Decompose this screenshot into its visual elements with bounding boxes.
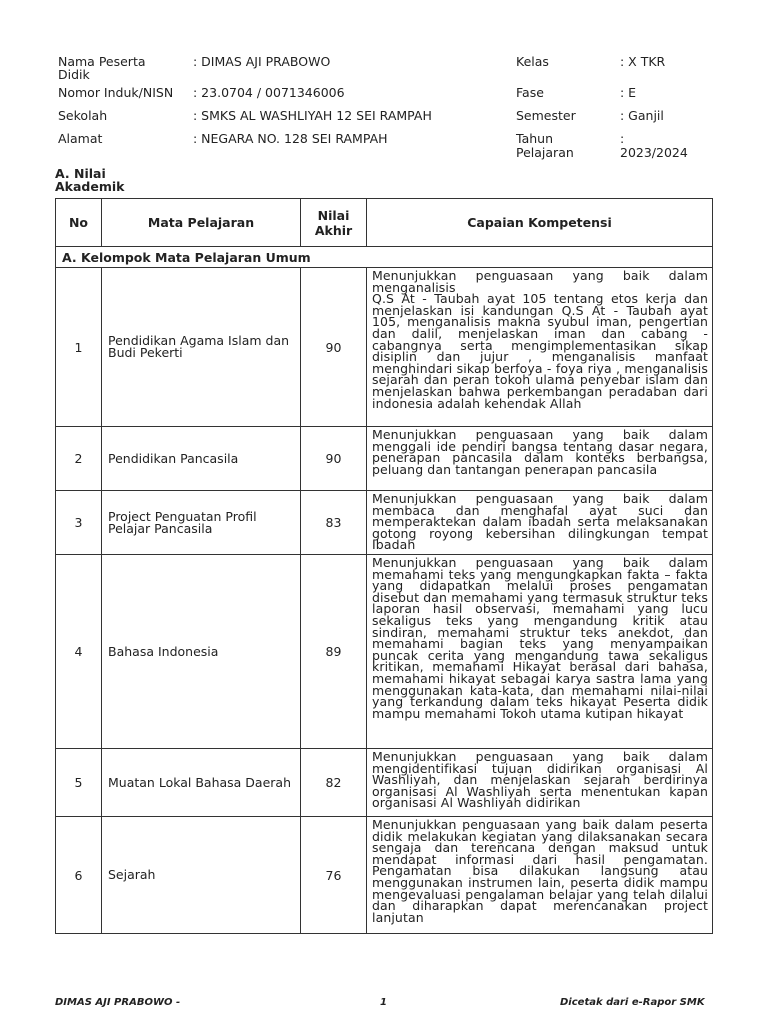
row-competency <box>367 427 713 491</box>
address-label: Alamat <box>58 131 103 146</box>
nisn-label: Nomor Induk/NISN <box>58 85 174 100</box>
row-competency <box>367 555 713 749</box>
semester-value: : Ganjil <box>620 108 664 123</box>
header-competency: Capaian Kompetensi <box>367 199 713 247</box>
row-no: 6 <box>56 817 102 934</box>
row-score: 76 <box>301 817 367 934</box>
address-value: : NEGARA NO. 128 SEI RAMPAH <box>193 131 388 146</box>
competency-text: Menunjukkan penguasaan yang baik dalam menganalisis Q.S At - Taubah ayat 105 tentang etos kerja dan menjelaskan isi kandungan Q.S At - Taubah ayat 105, menganalisis makna syubul iman, pengertian dan dalil, menjelaskan iman dan cabang - cabangnya serta mengimplementasikan sikap disiplin dan jujur , menganalisis manfaat menghindari sikap berfoya - foya riya , menganalisis sejarah dan peran tokoh ulama penyebar islam dan menjelaskan bahwa perkembangan peradaban dari indonesia adalah kehendak Allah <box>372 268 708 411</box>
table-row <box>56 555 713 749</box>
group-row <box>56 247 713 268</box>
header-no: No <box>56 199 102 247</box>
semester-label: Semester <box>516 108 576 123</box>
class-value: : X TKR <box>620 54 666 69</box>
row-no: 4 <box>56 555 102 749</box>
table-row <box>56 268 713 427</box>
table-row <box>56 749 713 817</box>
row-competency <box>367 491 713 555</box>
row-subject: Sejarah <box>102 817 301 934</box>
row-score: 89 <box>301 555 367 749</box>
row-subject: Pendidikan Pancasila <box>102 427 301 491</box>
competency-text: Menunjukkan penguasaan yang baik dalam membaca dan menghafal ayat suci dan memperaktekan dalam ibadah serta melaksanakan gotong royong kebersihan dilingkungan tempat Ibadah <box>372 491 708 553</box>
competency-text: Menunjukkan penguasaan yang baik dalam memahami teks yang mengungkapkan fakta – fakta yang didapatkan melalui proses pengamatan disebut dan memahami yang termasuk struktur teks laporan hasil observasi, memahami yang lucu sekaligus teks yang mengandung kritik atau sindiran, memahami struktur teks anekdot, dan memahami bagian teks yang menyampaikan puncak cerita yang mengandung tawa sekaligus kritikan, memahami Hikayat berasal dari bahasa, memahami hikayat sebagai karya sastra lama yang menggunakan kata-kata, dan memahami nilai-nilai yang terkandung dalam teks hikayat Peserta didik mampu memahami Tokoh utama kutipan hikayat <box>372 555 708 721</box>
footer-student-name: DIMAS AJI PRABOWO - <box>55 997 181 1008</box>
grades-table <box>55 198 713 934</box>
section-title: A. Nilai Akademik <box>55 166 125 194</box>
row-score: 90 <box>301 427 367 491</box>
row-no: 1 <box>56 268 102 427</box>
nisn-value: : 23.0704 / 0071346006 <box>193 85 345 100</box>
row-competency <box>367 268 713 427</box>
group-label: A. Kelompok Mata Pelajaran Umum <box>56 247 713 268</box>
row-no: 5 <box>56 749 102 817</box>
name-label: Nama Peserta Didik <box>58 54 146 82</box>
competency-text: Menunjukkan penguasaan yang baik dalam peserta didik melakukan kegiatan yang dilaksanakan secara sengaja dan terencana dengan maksud untuk mendapat informasi dari hasil pengamatan. Pengamatan bisa dilakukan langsung atau menggunakan instrumen lain, peserta didik mampu mengevaluasi pengalaman belajar yang telah dilalui dan diharapkan dapat merencanakan project lanjutan <box>372 817 708 925</box>
table-row <box>56 817 713 934</box>
header-score-label: Nilai Akhir <box>314 207 353 238</box>
row-subject: Muatan Lokal Bahasa Daerah <box>102 749 301 817</box>
table-row <box>56 491 713 555</box>
header-subject: Mata Pelajaran <box>102 199 301 247</box>
row-score: 83 <box>301 491 367 555</box>
competency-text: Menunjukkan penguasaan yang baik dalam menggali ide pendiri bangsa tentang dasar negara, penerapan pancasila dalam konteks berbangsa, peluang dan tantangan penerapan pancasila <box>372 427 708 477</box>
row-competency <box>367 749 713 817</box>
row-no: 2 <box>56 427 102 491</box>
year-value: 2023/2024 <box>620 145 688 160</box>
row-subject: Bahasa Indonesia <box>102 555 301 749</box>
school-label: Sekolah <box>58 108 108 123</box>
name-value: : DIMAS AJI PRABOWO <box>193 54 331 69</box>
row-competency <box>367 817 713 934</box>
phase-label: Fase <box>516 85 544 100</box>
table-header-row <box>56 199 713 247</box>
row-subject: Pendidikan Agama Islam dan Budi Pekerti <box>102 268 301 427</box>
row-score: 82 <box>301 749 367 817</box>
row-subject: Project Penguatan Profil Pelajar Pancasila <box>102 491 301 555</box>
school-value: : SMKS AL WASHLIYAH 12 SEI RAMPAH <box>193 108 432 123</box>
row-no: 3 <box>56 491 102 555</box>
phase-value: : E <box>620 85 637 100</box>
footer-page-number: 1 <box>380 997 387 1008</box>
competency-text: Menunjukkan penguasaan yang baik dalam mengidentifikasi tujuan didirikan organisasi Al Washliyah, dan menjelaskan sejarah berdirinya organisasi Al Washliyah serta menentukan kapan organisasi Al Washliyah didirikan <box>372 749 708 811</box>
row-score: 90 <box>301 268 367 427</box>
year-colon: : <box>620 131 625 146</box>
footer-printed-from: Dicetak dari e-Rapor SMK <box>560 997 705 1008</box>
class-label: Kelas <box>516 54 549 69</box>
header-score <box>301 199 367 247</box>
year-label: Tahun Pelajaran <box>516 131 574 160</box>
table-row <box>56 427 713 491</box>
